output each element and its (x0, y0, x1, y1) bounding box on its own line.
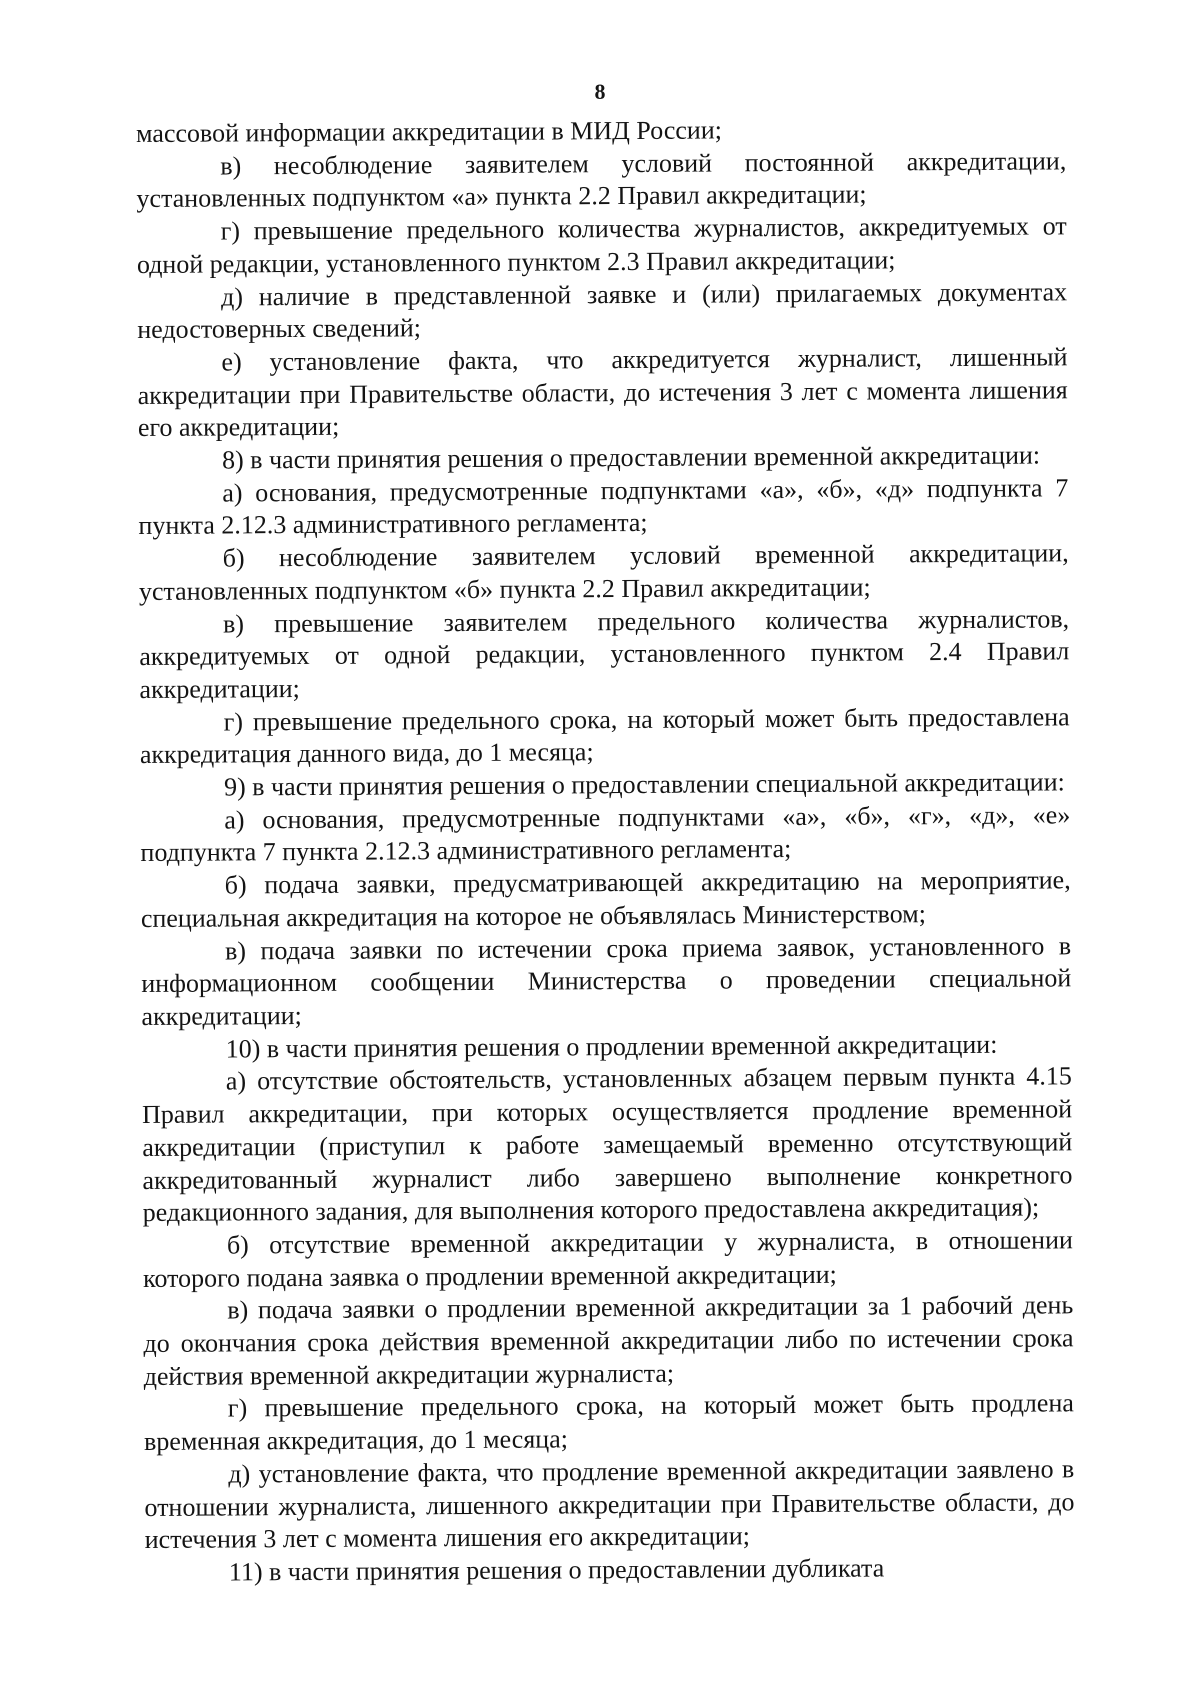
paragraph: е) установление факта, что аккредитуется журналист, лишенный аккредитации при Правительстве области, до истечения 3 лет с момента лишения его аккредитации; (137, 342, 1068, 443)
paragraph: д) установление факта, что продление временной аккредитации заявлено в отношении журналиста, лишенного аккредитации при Правительстве области, до истечения 3 лет с момента лишения его аккредитации; (144, 1454, 1075, 1555)
paragraph: в) несоблюдение заявителем условий постоянной аккредитации, установленных подпунктом «а» пункта 2.2 Правил аккредитации; (136, 146, 1067, 214)
paragraph: 9) в части принятия решения о предоставлении специальной аккредитации: (223, 767, 1065, 802)
paragraph: а) основания, предусмотренные подпунктами «а», «б», «д» подпункта 7 пункта 2.12.3 административного регламента; (138, 473, 1069, 541)
page-number: 8 (594, 79, 606, 104)
paragraph: а) отсутствие обстоятельств, установленных абзацем первым пункта 4.15 Правил аккредитации, при которых осуществляется продление временной аккредитации (приступил к работе замещаемый временно отсутствующий аккредитованный журналист либо завершено выполнение конкретного редакционного задания, для выполнения которого предоставлена аккредитация); (141, 1061, 1073, 1228)
paragraph: а) основания, предусмотренные подпунктами «а», «б», «г», «д», «е» подпункта 7 пункта 2.12.3 административного регламента; (140, 800, 1071, 868)
paragraph: г) превышение предельного срока, на который может быть предоставлена аккредитация данного вида, до 1 месяца; (139, 701, 1070, 770)
paragraph: 10) в части принятия решения о продлении временной аккредитации: (225, 1029, 998, 1064)
paragraph: д) наличие в представленной заявке и (или) прилагаемых документах недостоверных сведений; (137, 276, 1068, 345)
paragraph: г) превышение предельного количества журналистов, аккредитуемых от одной редакции, установленного пунктом 2.3 Правил аккредитации; (136, 211, 1067, 279)
paragraph: б) подача заявки, предусматривающей аккредитацию на мероприятие, специальная аккредитация на которое не объявлялась Министерством; (140, 865, 1071, 933)
paragraph: 8) в части принятия решения о предоставлении временной аккредитации: (222, 440, 1041, 475)
paragraph: б) отсутствие временной аккредитации у журналиста, в отношении которого подана заявка о продлении временной аккредитации; (142, 1225, 1073, 1293)
paragraph: в) превышение заявителем предельного количества журналистов, аккредитуемых от одной редакции, установленного пунктом 2.4 Правил аккредитации; (139, 603, 1070, 704)
paragraph: б) несоблюдение заявителем условий временной аккредитации, установленных подпунктом «б» пункта 2.2 Правил аккредитации; (138, 538, 1069, 606)
document-body (136, 112, 1075, 1589)
paragraph: 11) в части принятия решения о предоставлении дубликата (228, 1553, 885, 1587)
paragraph: в) подача заявки о продлении временной аккредитации за 1 рабочий день до окончания срока действия временной аккредитации либо по истечении срока действия временной аккредитации журналиста; (143, 1290, 1074, 1391)
paragraph: в) подача заявки по истечении срока приема заявок, установленного в информационном сообщении Министерства о проведении специальной аккредитации; (141, 930, 1072, 1031)
paragraph: г) превышение предельного срока, на который может быть продлена временная аккредитация, до 1 месяца; (143, 1388, 1074, 1457)
paragraph: массовой информации аккредитации в МИД России; (136, 115, 723, 148)
